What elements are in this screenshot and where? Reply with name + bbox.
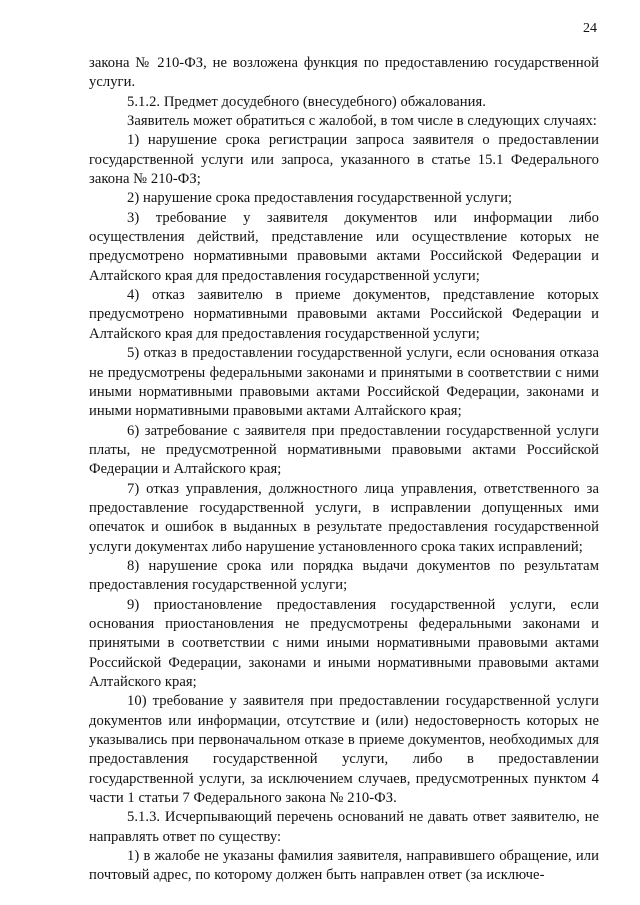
section-heading-5-1-2: 5.1.2. Предмет досудебного (внесудебного) обжалования.	[127, 93, 486, 110]
section-heading-5-1-3: 5.1.3. Исчерпывающий перечень оснований не давать ответ заявителю, не направлять ответ по существу:	[89, 809, 599, 845]
list-item-5-1-3-1: 1) в жалобе не указаны фамилия заявителя, направившего обращение, или почтовый адрес, по которому должен быть направлен ответ (за исключе-	[89, 848, 599, 884]
list-item-2: 2) нарушение срока предоставления государственной услуги;	[127, 190, 513, 207]
page-number: 24	[583, 21, 597, 36]
paragraph-continuation: закона № 210-ФЗ, не возложена функция по предоставлению государственной услуги.	[89, 55, 599, 91]
list-item-10: 10) требование у заявителя при предоставлении государственной услуги документов или информации, отсутствие и (или) недостоверность которых не указывались при первоначальном отказе в приеме документов, необходимых для предоставления государственной услуги, либо в предоставлении государственной услуги, за исключением случаев, предусмотренных пунктом 4 части 1 статьи 7 Федерального закона № 210-ФЗ.	[89, 693, 599, 807]
list-item-6: 6) затребование с заявителя при предоставлении государственной услуги платы, не предусмотренной нормативными правовыми актами Российской Федерации и Алтайского края;	[89, 422, 599, 478]
list-item-8: 8) нарушение срока или порядка выдачи документов по результатам предоставления государственной услуги;	[89, 557, 599, 594]
list-item-3: 3) требование у заявителя документов или информации либо осуществления действий, представление или осуществление которых не предусмотрено нормативными правовыми актами Российской Федерации и Алтайского края для предоставления государственной услуги;	[89, 209, 599, 284]
list-item-7: 7) отказ управления, должностного лица управления, ответственного за предоставление государственной услуги, в исправлении допущенных ими опечаток и ошибок в выданных в результате предоставления государственной услуги документах либо нарушение установленного срока таких исправлений;	[89, 480, 599, 555]
document-body	[89, 54, 599, 886]
list-item-9: 9) приостановление предоставления государственной услуги, если основания приостановления не предусмотрены федеральными законами и принятыми в соответствии с ними иными нормативными правовыми актами Российской Федерации, законами и иными нормативными правовыми актами Алтайского края;	[89, 596, 599, 690]
list-item-4: 4) отказ заявителю в приеме документов, представление которых предусмотрено нормативными правовыми актами Российской Федерации и Алтайского края для предоставления государственной услуги;	[89, 287, 599, 342]
paragraph-intro: Заявитель может обратиться с жалобой, в том числе в следующих случаях:	[127, 113, 597, 130]
list-item-1: 1) нарушение срока регистрации запроса заявителя о предоставлении государственной услуги или запроса, указанного в статье 15.1 Федерального закона № 210-ФЗ;	[89, 132, 599, 188]
list-item-5: 5) отказ в предоставлении государственной услуги, если основания отказа не предусмотрены федеральными законами и принятыми в соответствии с ними иными нормативными правовыми актами Российской Федерации, законами и иными нормативными правовыми актами Алтайского края;	[89, 345, 599, 420]
